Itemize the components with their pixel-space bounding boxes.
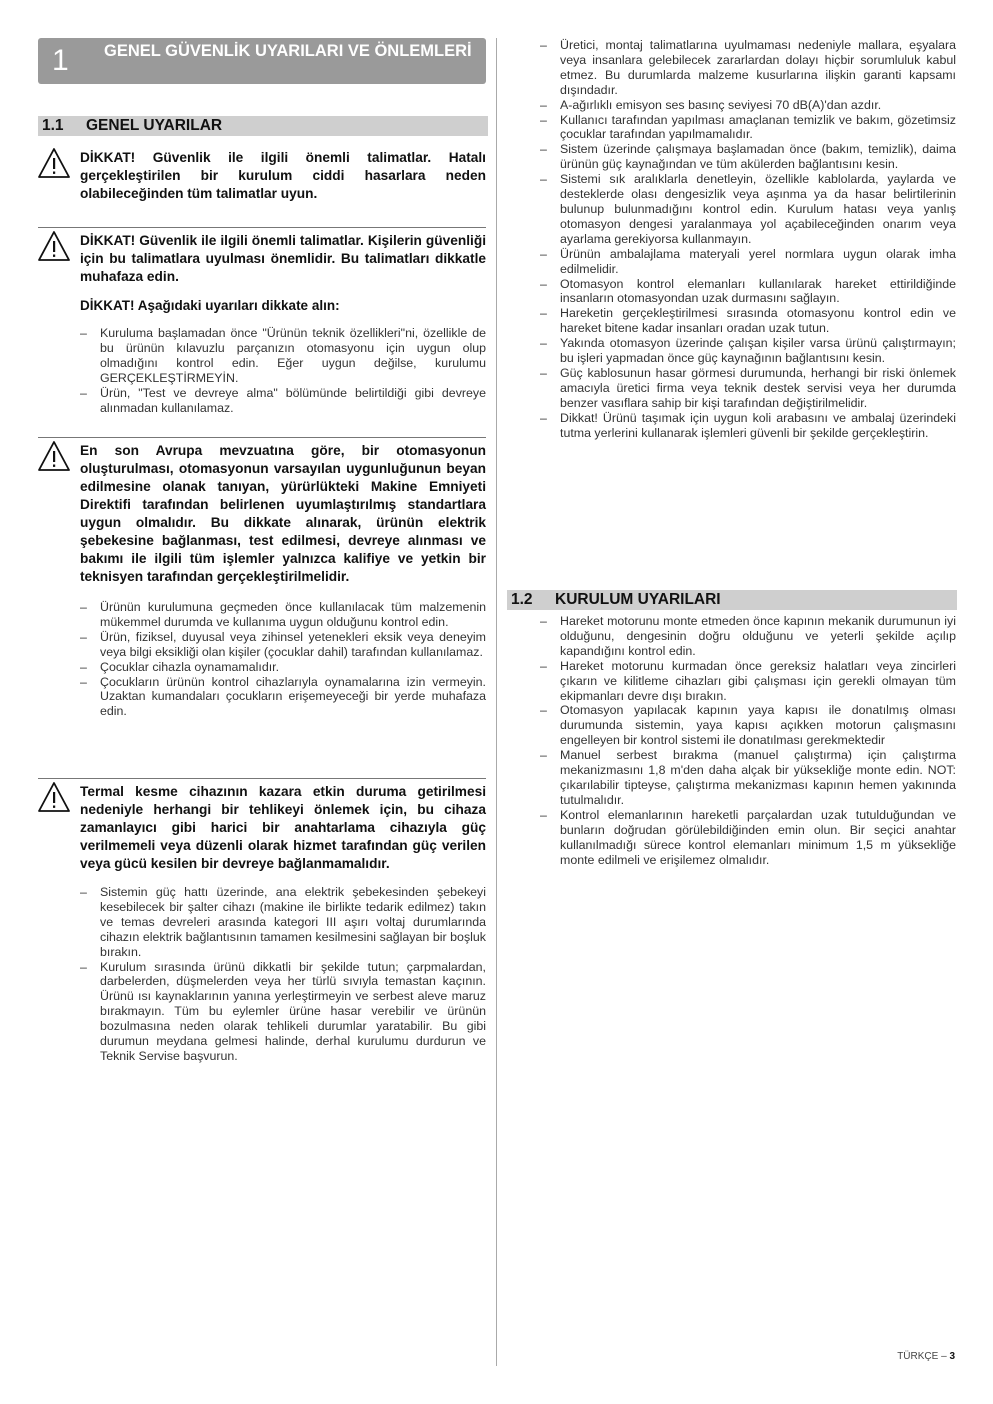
list-pre-install [80, 326, 486, 415]
list-power-handling [80, 885, 486, 1064]
list-item: – Kontrol elemanlarının hareketli parçalardan uzak tutulduğundan ve bunların doğrudan görülebildiğinden emin olun. Bir seçici anahtar kullanılmadığı sürece kontrol elemanları minimum 1,5 m yüksekliğe monte edilmeli ve erişilemez olmalıdır. [540, 808, 956, 868]
list-item: – Sistem üzerinde çalışmaya başlamadan önce (bakım, temizlik), daima ürünün güç kaynağından ve tüm akülerden bağlantısını kesin. [540, 142, 956, 172]
list-item: – Sistemi sık aralıklarla denetleyin, özellikle kablolarda, yaylarda ve desteklerde olası dengesizlik veya aşınma ya da hasar belirtilerinin bulunup bulunmadığını kontrol edin. Kurulum hatası veya yanlış otomasyon dengesi yaralanmaya yol açabileceğinden onarım veya ayarlama gerekiyorsa kullanmayın. [540, 172, 956, 247]
list-item: – Ürün, fiziksel, duyusal veya zihinsel yetenekleri eksik veya deneyim veya bilgi eksikliği olan kişiler (çocuklar dahil) tarafından kullanılamaz. [80, 630, 486, 660]
list-general-right [540, 38, 956, 440]
list-item: – Üretici, montaj talimatlarına uyulmaması nedeniyle mallara, eşyalara veya insanlara gelebilecek zararlardan dolayı hiçbir sorumluluk kabul etmez. Bu durumlarda malzeme kusurlarına ilişkin garanti kapsamı dışındadır. [540, 38, 956, 98]
list-item: – Ürün, "Test ve devreye alma" bölümünde belirtildiği gibi devreye alınmadan kullanılamaz. [80, 386, 486, 416]
list-item: – Güç kablosunun hasar görmesi durumunda, herhangi bir riski önlemek amacıyla üretici firma veya teknik destek servisi veya her durumda benzer vasıflara sahip bir kişi tarafından değiştirilmelidir. [540, 366, 956, 411]
section-number: 1.1 [42, 117, 64, 134]
warning-text: DİKKAT! Güvenlik ile ilgili önemli talimatlar. Hatalı gerçekleştirilen bir kurulum ciddi hasarlara neden olabileceğinden tüm talimatlar uyun. [80, 150, 486, 201]
list-item: – Dikkat! Ürünü taşımak için uygun koli arabasını ve ambalaj üzerindeki tutma yerlerini kullanarak işlemleri güvenli bir şekilde gerçekleştirin. [540, 411, 956, 441]
page-number: 3 [949, 1351, 955, 1362]
chapter-title: GENEL GÜVENLİK UYARILARI VE ÖNLEMLERİ [104, 42, 472, 60]
warning-text: DİKKAT! Güvenlik ile ilgili önemli talimatlar. Kişilerin güvenliği için bu talimatlara uyulması önemlidir. Bu talimatları dikkatle muhafaza edin. [80, 233, 486, 284]
chapter-number: 1 [52, 44, 69, 77]
list-item: – Manuel serbest bırakma (manuel çalıştırma) için çalıştırma mekanizmasını 1,8 m'den daha alçak bir yüksekliğe monte edin. NOT: çıkarılabilir tipteyse, çalıştırma mekanizması kapının hemen yakınında tutulmalıdır. [540, 748, 956, 808]
section-heading-installation-warnings [507, 590, 957, 610]
list-item: – Sistemin güç hattı üzerinde, ana elektrik şebekesinden şebekeyi kesebilecek bir şalter cihazı (makine ile birlikte tedarik edilmez) takın ve temas devreleri arasında kategori III aşırı voltaj durumlarında cihazın elektrik bağlantısının tamamen kesilmesini sağlayan bir boşluk bırakın. [80, 885, 486, 960]
list-item: – Hareketin gerçekleştirilmesi sırasında otomasyonu kontrol edin ve hareket bitene kadar insanları oradan uzak tutun. [540, 306, 956, 336]
list-item: – Kullanıcı tarafından yapılması amaçlanan temizlik ve bakım, gözetimsiz çocuklar tarafından yapılmamalıdır. [540, 113, 956, 143]
list-item: – Yakında otomasyon üzerinde çalışan kişiler varsa ürünü çalıştırmayın; bu işleri yapmadan önce güç kaynağının bağlantısını kesin. [540, 336, 956, 366]
warning-block [38, 437, 486, 584]
section-title: KURULUM UYARILARI [555, 591, 721, 608]
list-item: – Otomasyon yapılacak kapının yaya kapısı ile donatılmış olması durumunda sistemin, yaya kapısı açıkken motorun çalışmasını engelleyen bir kontrol sistemi ile donatılması gerekmektedir [540, 703, 956, 748]
list-item: – Ürünün ambalajlama materyali yerel normlara uygun olarak imha edilmelidir. [540, 247, 956, 277]
list-item: – Çocukların ürünün kontrol cihazlarıyla oynamalarına izin vermeyin. Uzaktan kumandaları çocukların erişemeyeceği bir yerde muhafaza edin. [80, 675, 486, 720]
column-divider [496, 38, 497, 1366]
warning-triangle-icon [38, 147, 70, 179]
notice-heading: DİKKAT! Aşağıdaki uyarıları dikkate alın: [80, 298, 340, 313]
list-item: – Hareket motorunu kurmadan önce gereksiz halatları veya zincirleri çıkarın ve kilitleme cihazları gibi çalışması için gerekli olmayan tüm ekipmanları devre dışı bırakın. [540, 659, 956, 704]
section-number: 1.2 [511, 591, 533, 608]
footer-language: TÜRKÇE – [897, 1351, 950, 1362]
list-item: – Ürünün kurulumuna geçmeden önce kullanılacak tüm malzemenin mükemmel durumda ve kullanıma uygun olduğunu kontrol edin. [80, 600, 486, 630]
warning-text: En son Avrupa mevzuatına göre, bir otomasyonun oluşturulması, otomasyonun varsayılan uygunluğunun beyan edilmesine olanak tanıyan, yürürlükteki Makine Emniyeti Direktifi tarafından belirlenen uyumlaştırılmış standartlara uygun olmalıdır. Bu dikkate alınarak, ürünün elektrik şebekesine bağlanması, test edilmesi, devreye alınması ve bakımı ile ilgili tüm işlemler yalnızca kalifiye ve yetkin bir teknisyen tarafından gerçekleştirilmelidir. [80, 443, 486, 584]
section-title: GENEL UYARILAR [86, 117, 223, 134]
list-item: – Hareket motorunu monte etmeden önce kapının mekanik durumunun iyi olduğunu, dengesinin doğru olduğunu ve yeterli şekilde açılıp kapandığını kontrol edin. [540, 614, 956, 659]
warning-text: Termal kesme cihazının kazara etkin duruma getirilmesi nedeniyle herhangi bir tehlikeyi önlemek için, bu cihaza zamanlayıcı gibi harici bir anahtarlama cihazıyla güç verilmemeli veya düzenli olarak hizmet tarafından güç verilen veya gücü kesilen bir devreye bağlanmamalıdır. [80, 784, 486, 871]
page-footer [897, 1351, 955, 1362]
section-heading-general-warnings [38, 116, 488, 136]
warning-block [38, 227, 486, 284]
warning-triangle-icon [38, 230, 70, 262]
chapter-header [38, 38, 486, 84]
list-installation [540, 614, 956, 867]
list-item: – Kuruluma başlamadan önce "Ürünün teknik özellikleri"ni, özellikle de bu ürünün kılavuzlu parçanızın otomasyonu için uygun olup olmadığını kontrol edin. Eğer uygun değilse, kurulumu GERÇEKLEŞTİRMEYİN. [80, 326, 486, 386]
list-item: – Otomasyon kontrol elemanları kullanılarak hareket ettirildiğinde insanların otomasyondan uzak durmasını sağlayın. [540, 277, 956, 307]
list-item: – A-ağırlıklı emisyon ses basınç seviyesi 70 dB(A)'dan azdır. [540, 98, 956, 113]
list-materials-children [80, 600, 486, 719]
warning-triangle-icon [38, 781, 70, 813]
warning-block [38, 778, 486, 871]
list-item: – Çocuklar cihazla oynamamalıdır. [80, 660, 486, 675]
list-item: – Kurulum sırasında ürünü dikkatli bir şekilde tutun; çarpmalardan, darbelerden, düşmelerden veya her türlü sıvıyla temastan kaçının. Ürünü ısı kaynaklarının yanına yerleştirmeyin ve serbest aleve maruz bırakmayın. Tüm bu eylemler ürüne hasar verebilir ve ürünün bozulmasına neden olarak tehlikeli durumlar yaratabilir. Bu gibi durumun meydana gelmesi halinde, derhal kurulumu durdurun ve Teknik Servise başvurun. [80, 960, 486, 1064]
warning-triangle-icon [38, 440, 70, 472]
